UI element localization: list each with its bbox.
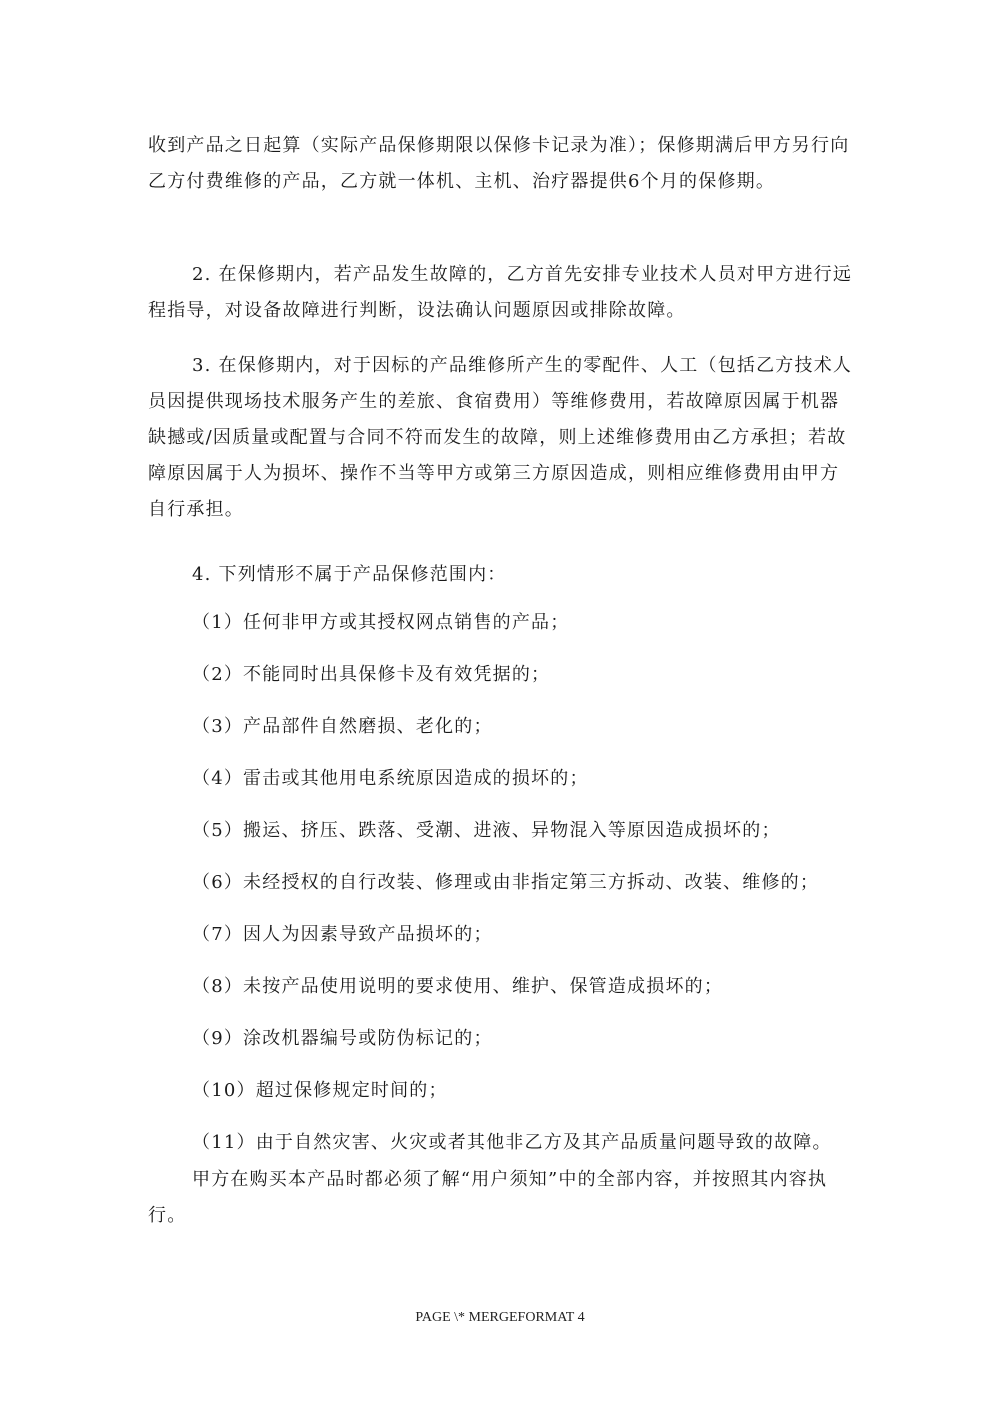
list-item: （3）产品部件自然磨损、老化的； bbox=[192, 716, 493, 737]
list-item: （1）任何非甲方或其授权网点销售的产品； bbox=[192, 612, 570, 633]
list-item: （10）超过保修规定时间的； bbox=[192, 1080, 448, 1101]
list-item: （5）搬运、挤压、跌落、受潮、进液、异物混入等原因造成损坏的； bbox=[192, 820, 781, 841]
list-item: （6）未经授权的自行改装、修理或由非指定第三方拆动、改装、维修的； bbox=[192, 872, 820, 893]
list-item: （4）雷击或其他用电系统原因造成的损坏的； bbox=[192, 768, 589, 789]
paragraph-warranty-period: 收到产品之日起算（实际产品保修期限以保修卡记录为准）；保修期满后甲方另行向乙方付费维修的产品，乙方就一体机、主机、治疗器提供6个月的保修期。 bbox=[148, 135, 850, 192]
list-item: （7）因人为因素导致产品损坏的； bbox=[192, 924, 493, 945]
list-item: （11）由于自然灾害、火灾或者其他非乙方及其产品质量问题导致的故障。 bbox=[192, 1132, 832, 1153]
list-item: （2）不能同时出具保修卡及有效凭据的； bbox=[192, 664, 551, 685]
page-footer: PAGE \* MERGEFORMAT 4 bbox=[415, 1310, 585, 1325]
list-item: （8）未按产品使用说明的要求使用、维护、保管造成损坏的； bbox=[192, 976, 724, 997]
paragraph-clause-2: 2. 在保修期内，若产品发生故障的，乙方首先安排专业技术人员对甲方进行远程指导，对设备故障进行判断，设法确认问题原因或排除故障。 bbox=[148, 264, 853, 321]
paragraph-closing: 甲方在购买本产品时都必须了解“用户须知”中的全部内容，并按照其内容执行。 bbox=[148, 1169, 828, 1226]
paragraph-clause-3: 3. 在保修期内，对于因标的产品维修所产生的零配件、人工（包括乙方技术人员因提供现场技术服务产生的差旅、食宿费用）等维修费用，若故障原因属于机器缺撼或/因质量或配置与合同不符而发生的故障，则上述维修费用由乙方承担；若故障原因属于人为损坏、操作不当等甲方或第三方原因造成，则相应维修费用由甲方自行承担。 bbox=[148, 355, 853, 520]
list-item: （9）涂改机器编号或防伪标记的； bbox=[192, 1028, 493, 1049]
paragraph-clause-4: 4. 下列情形不属于产品保修范围内： bbox=[192, 564, 507, 585]
